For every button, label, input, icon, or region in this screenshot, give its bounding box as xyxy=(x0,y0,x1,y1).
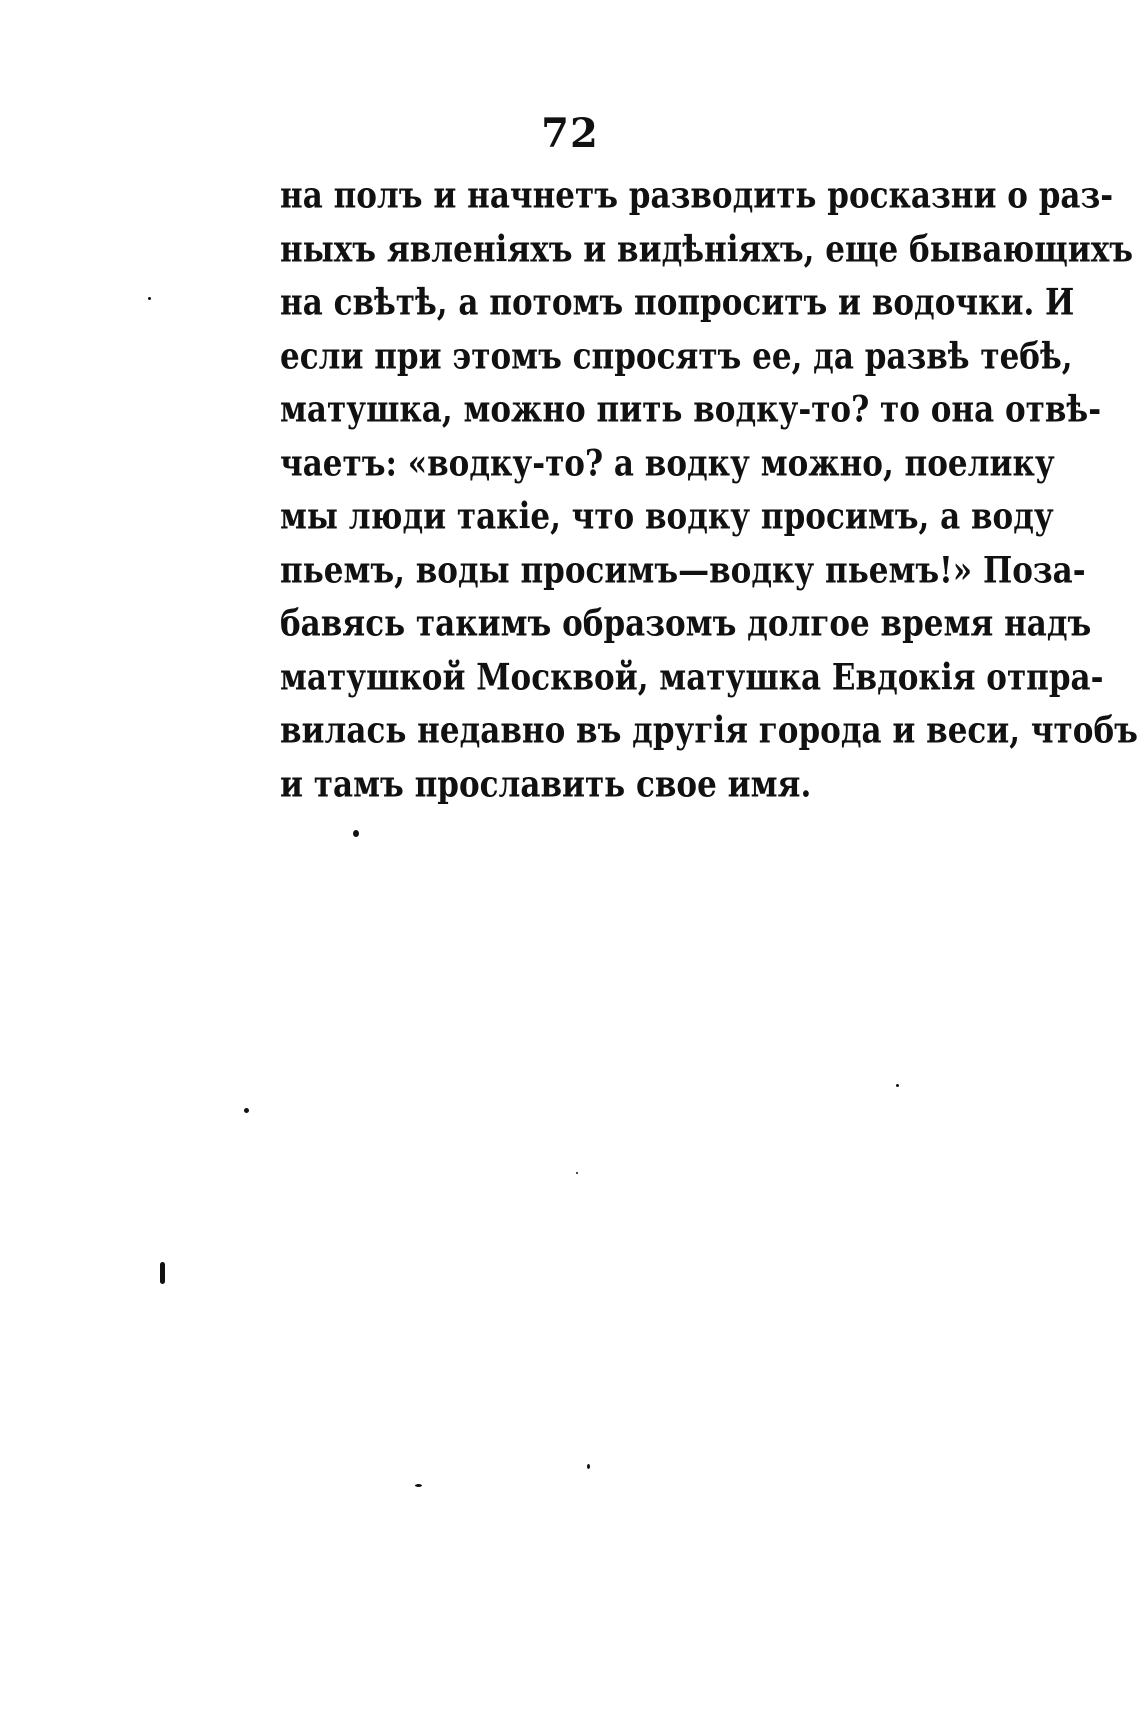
text-line: мы люди такiе, что водку просимъ, а воду xyxy=(280,495,1054,539)
text-line: на свѣтѣ, а потомъ попроситъ и водочки. И xyxy=(280,281,1075,325)
scan-speck xyxy=(896,1084,899,1087)
scan-speck xyxy=(353,830,359,837)
text-line: если при этомъ спросятъ ее, да развѣ тебѣ, xyxy=(280,335,1073,378)
scan-speck xyxy=(587,1464,590,1469)
text-line: на полъ и начнетъ разводить росказни о раз- xyxy=(280,174,1114,218)
text-line: ныхъ явленiяхъ и видѣнiяхъ, еще бывающихъ xyxy=(280,228,1133,271)
text-line: матушка, можно пить водку-то? то она отвѣ- xyxy=(280,388,1102,432)
text-line: бавясь такимъ образомъ долгое время надъ xyxy=(280,602,1092,646)
scan-speck xyxy=(415,1484,422,1487)
scan-speck xyxy=(576,1172,578,1174)
scan-speck xyxy=(244,1108,249,1113)
text-line: вилась недавно въ другiя города и веси, чтобъ xyxy=(280,709,1138,753)
scan-speck xyxy=(148,297,151,300)
text-line: матушкой Москвой, матушка Евдокiя отпра- xyxy=(280,656,1104,699)
page-number: 72 xyxy=(541,110,599,157)
text-line: пьемъ, воды просимъ—водку пьемъ!» Поза- xyxy=(280,549,1086,592)
text-line: и тамъ прославить свое имя. xyxy=(280,763,812,806)
scan-speck xyxy=(160,1262,165,1284)
body-text xyxy=(280,170,1138,812)
text-line: чаетъ: «водку-то? а водку можно, поелику xyxy=(280,442,1055,485)
